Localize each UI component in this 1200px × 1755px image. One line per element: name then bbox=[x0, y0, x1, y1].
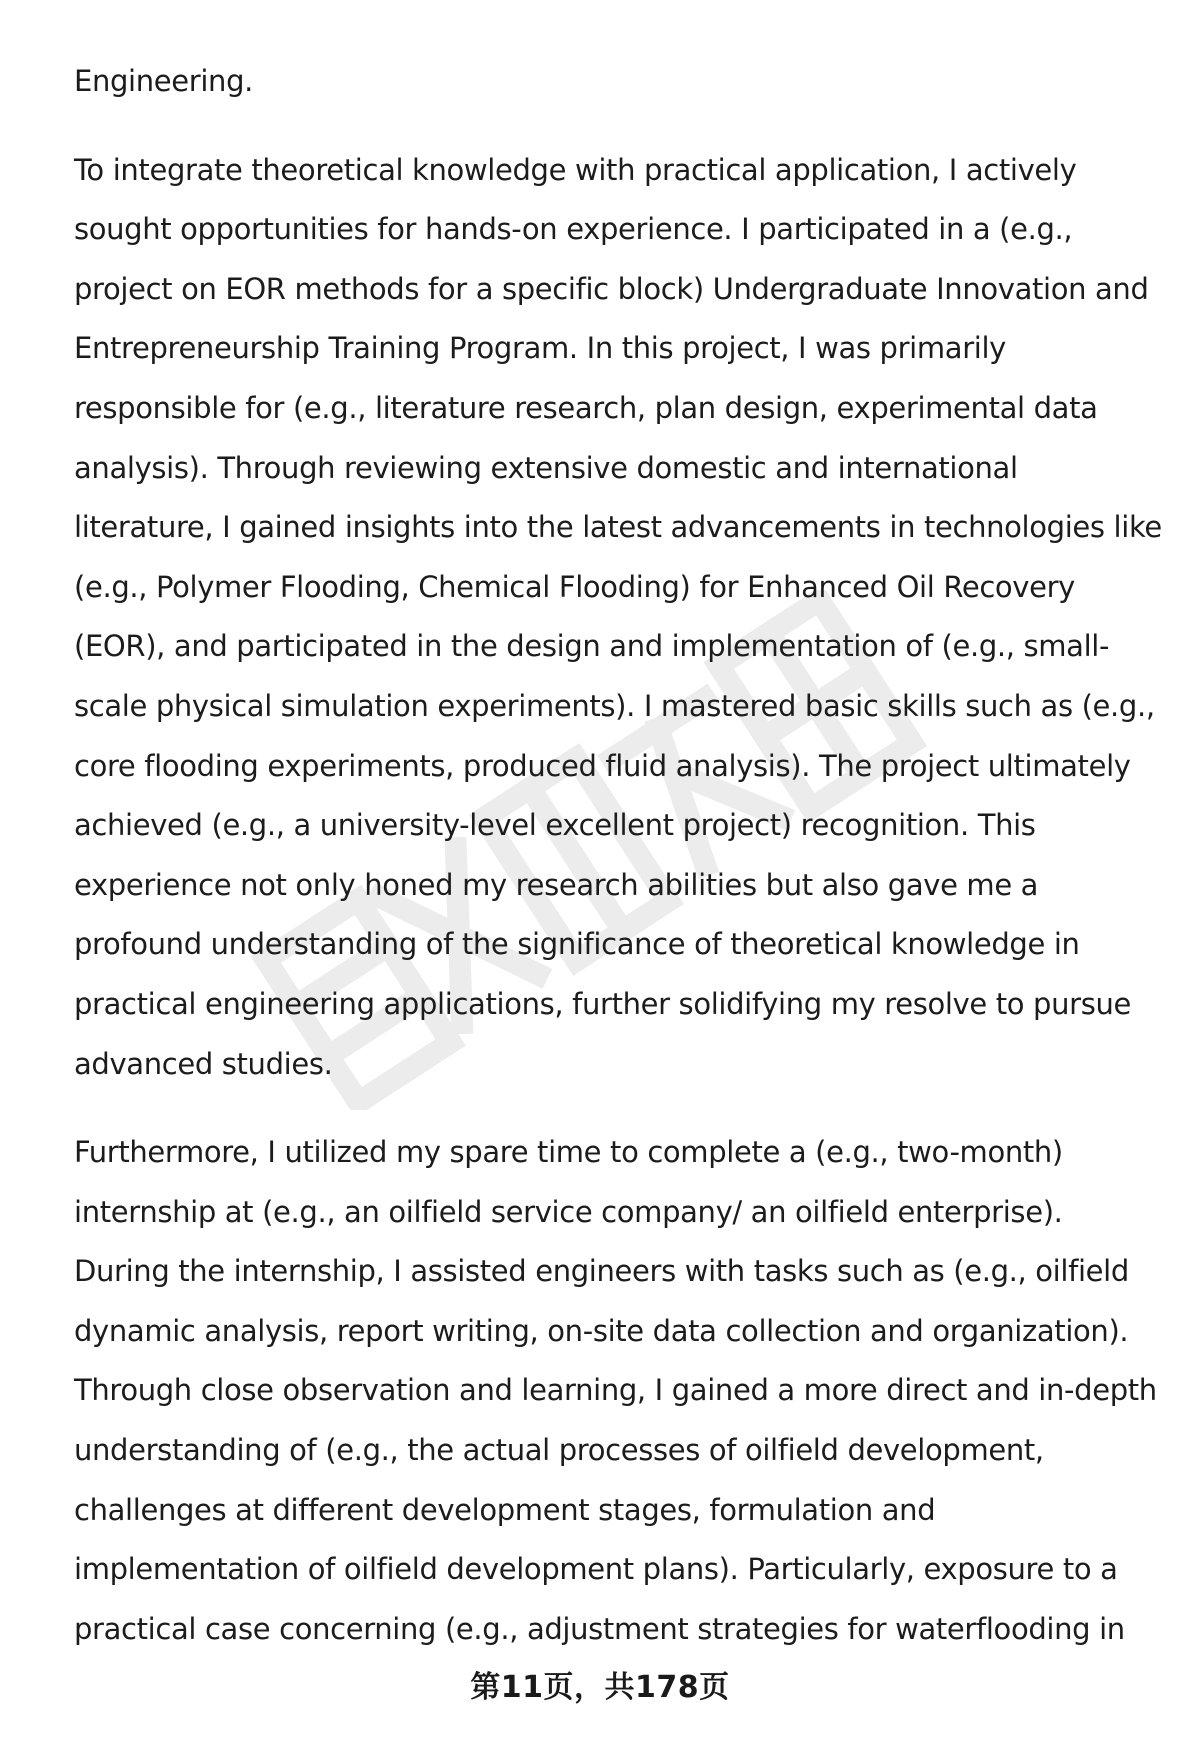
paragraph-3: Furthermore, I utilized my spare time to complete a (e.g., two-month) internship at (e.g., an oilfield service company/ an oilfield enterprise). During the internship, I assisted engineers with tasks such as (e.g., oilfield dynamic analysis, report writing, on-site data collection and organization). Through close observation and learning, I gained a more direct and in-depth understanding of (e.g., the actual processes of oilfield development, challenges at different development stages, formulation and implementation of oilfield development plans). Particularly, exposure to a practical case concerning (e.g., adjustment strategies for waterflooding in bbox=[74, 1135, 1157, 1646]
page-number: 第11页，共178页 bbox=[470, 1670, 730, 1705]
paragraph-1: Engineering. bbox=[74, 64, 254, 98]
document-body bbox=[74, 52, 1164, 1688]
paragraph-2: To integrate theoretical knowledge with practical application, I actively sought opportunities for hands-on experience. I participated in a (e.g., project on EOR methods for a specific block) Undergraduate Innovation and Entrepreneurship Training Program. In this project, I was primarily responsible for (e.g., literature research, plan design, experimental data analysis). Through reviewing extensive domestic and international literature, I gained insights into the latest advancements in technologies like (e.g., Polymer Flooding, Chemical Flooding) for Enhanced Oil Recovery (EOR), and participated in the design and implementation of (e.g., small-scale physical simulation experiments). I mastered basic skills such as (e.g., core flooding experiments, produced fluid analysis). The project ultimately achieved (e.g., a university-level excellent project) recognition. This experience not only honed my research abilities but also gave me a profound understanding of the significance of theoretical knowledge in practical engineering applications, further solidifying my resolve to pursue advanced studies. bbox=[74, 152, 1162, 1081]
